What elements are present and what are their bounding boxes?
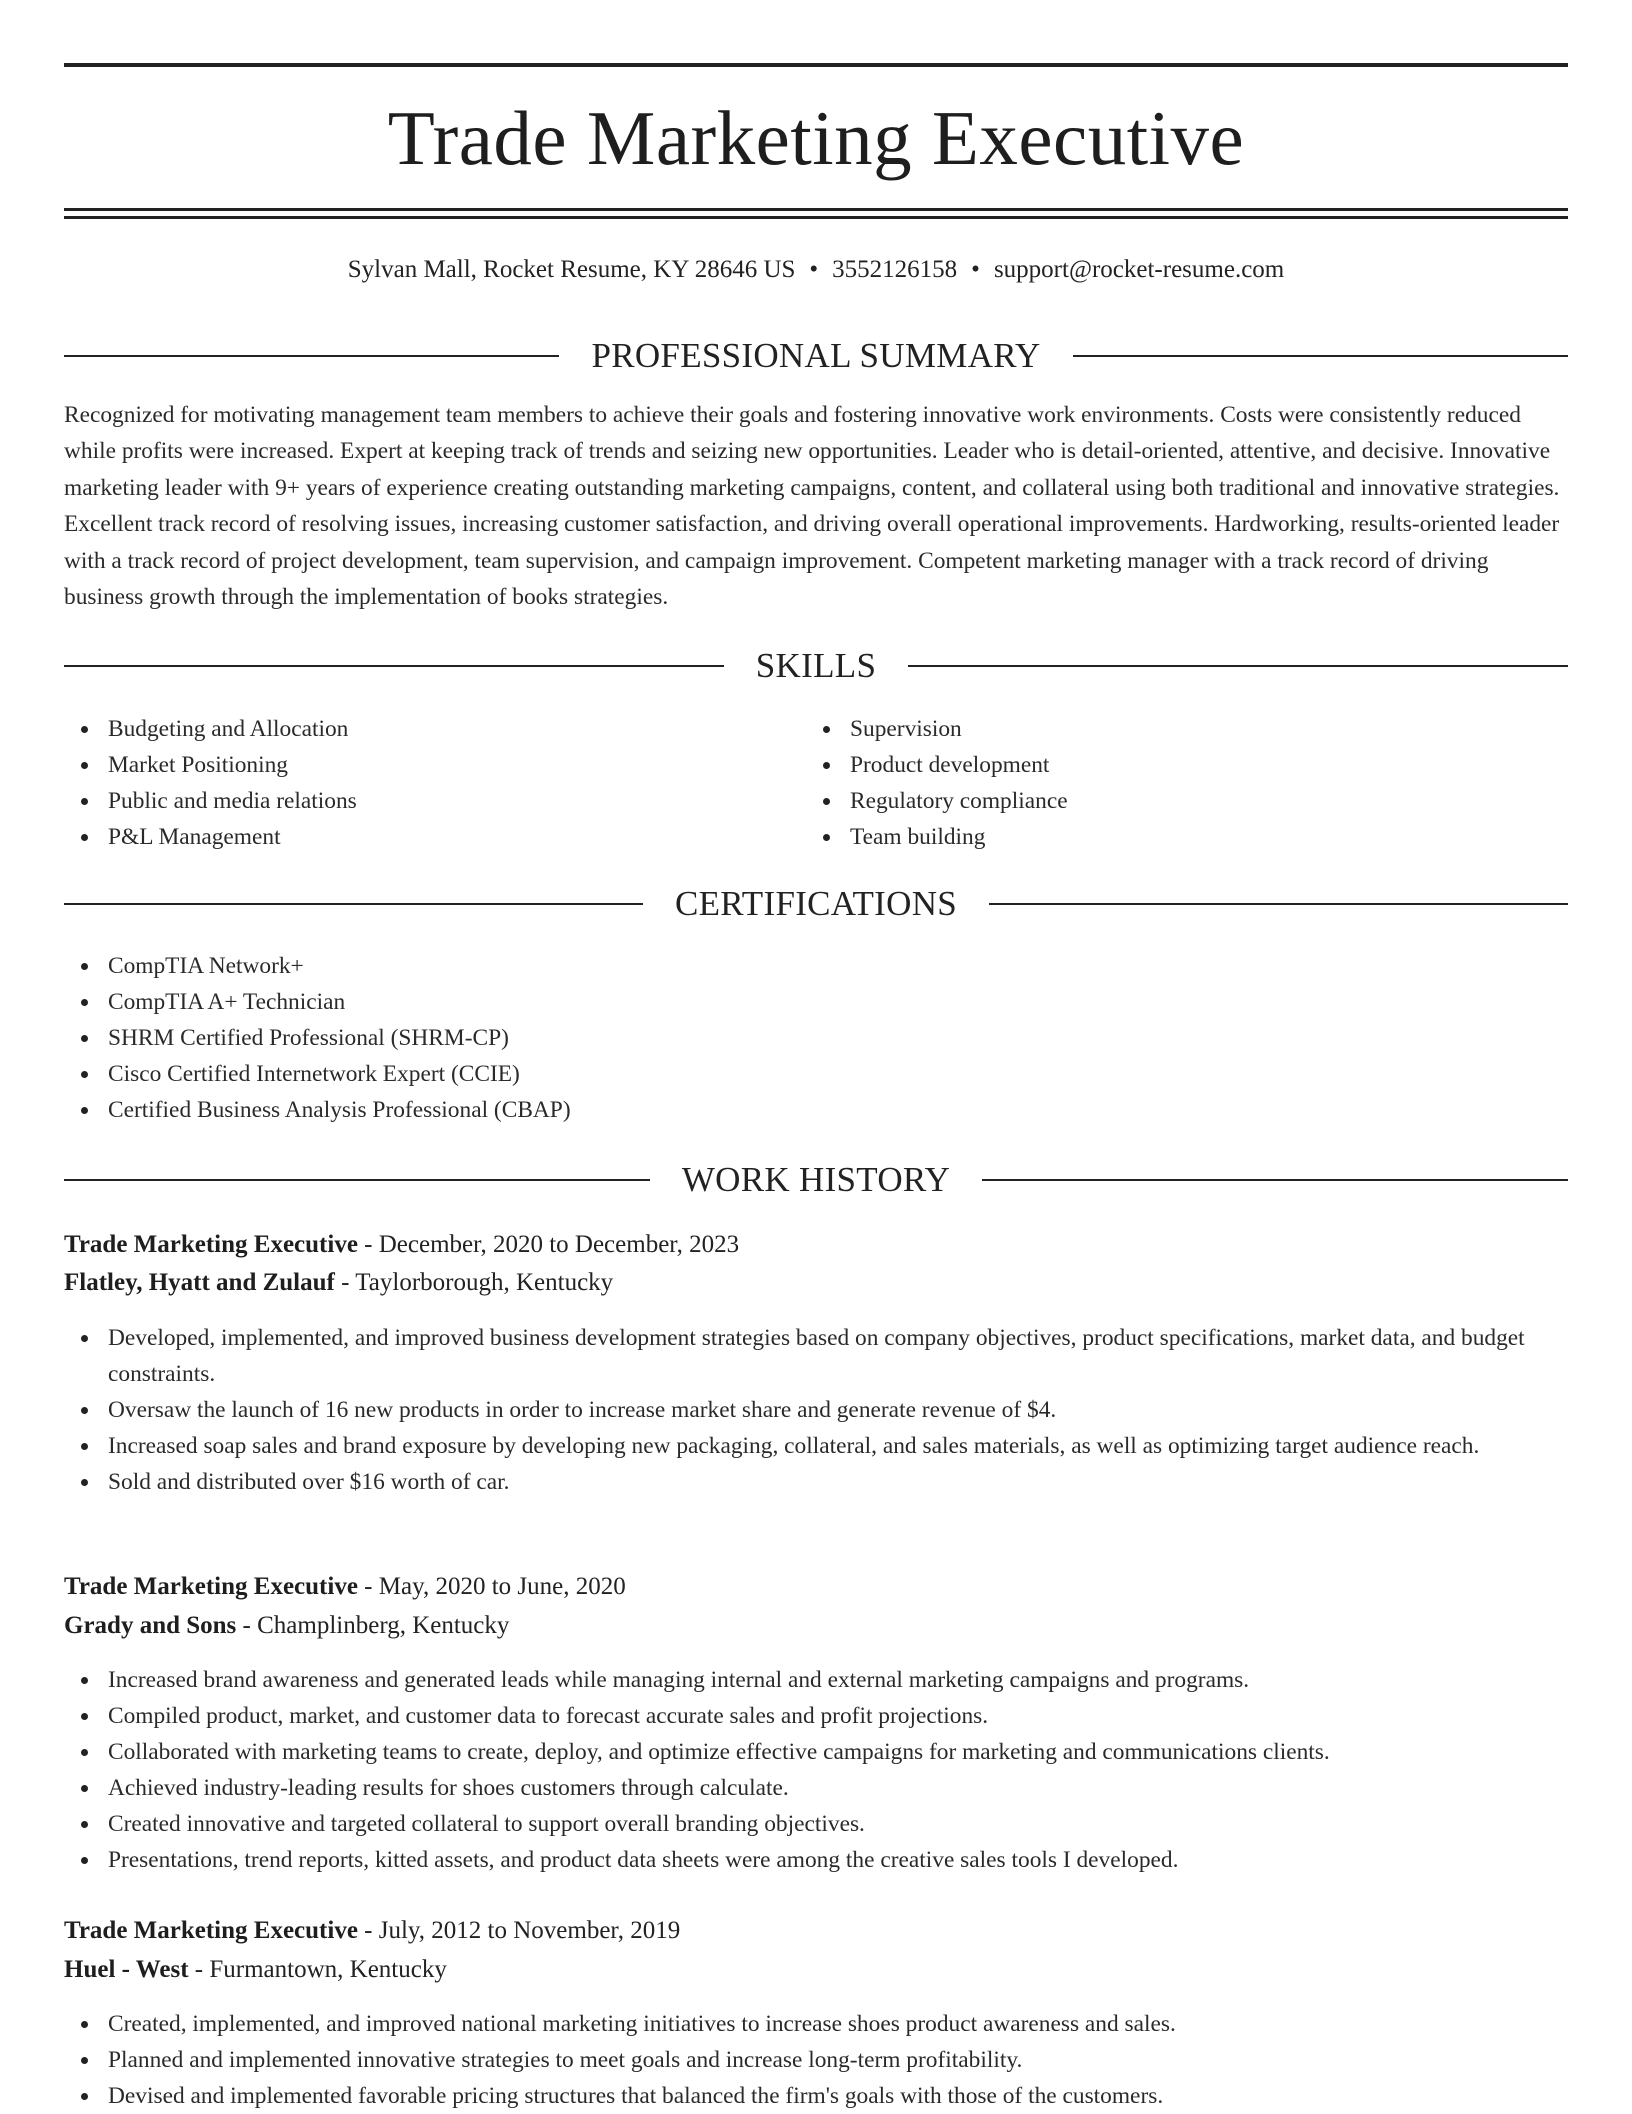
skill-item: Team building bbox=[806, 819, 1546, 855]
skill-item: Regulatory compliance bbox=[806, 783, 1546, 819]
work-history-title: WORK HISTORY bbox=[681, 1160, 951, 1199]
job-dates: - December, 2020 to December, 2023 bbox=[357, 1231, 740, 1258]
skill-item: Budgeting and Allocation bbox=[64, 711, 804, 747]
job-bullet: Presentations, trend reports, kitted assets, and product data sheets were among the creative sales tools I developed. bbox=[64, 1842, 1568, 1878]
job-location: - Champlinberg, Kentucky bbox=[236, 1612, 510, 1639]
contact-address: Sylvan Mall, Rocket Resume, KY 28646 US bbox=[347, 256, 796, 283]
job-company: Huel - West bbox=[64, 1956, 189, 1983]
job-location: - Taylorborough, Kentucky bbox=[334, 1269, 614, 1296]
job-dates: - July, 2012 to November, 2019 bbox=[357, 1917, 681, 1944]
certifications-title: CERTIFICATIONS bbox=[674, 884, 958, 923]
job-bullets bbox=[64, 1320, 1568, 1500]
skill-item: Market Positioning bbox=[64, 747, 804, 783]
job-dates: - May, 2020 to June, 2020 bbox=[357, 1573, 626, 1600]
job-bullet: Collaborated with marketing teams to create, deploy, and optimize effective campaigns for marketing and communications clients. bbox=[64, 1734, 1568, 1770]
job-bullets bbox=[64, 1662, 1568, 1878]
job-bullet: Achieved industry-leading results for shoes customers through calculate. bbox=[64, 1770, 1568, 1806]
contact-line bbox=[64, 252, 1568, 288]
certifications-heading bbox=[64, 882, 1568, 926]
work-history-heading bbox=[64, 1158, 1568, 1202]
skills-title: SKILLS bbox=[755, 646, 877, 685]
skills-heading bbox=[64, 644, 1568, 688]
heading-rule bbox=[64, 665, 724, 667]
skill-item: Product development bbox=[806, 747, 1546, 783]
certification-item: SHRM Certified Professional (SHRM-CP) bbox=[64, 1020, 1568, 1056]
header-top-rule bbox=[64, 63, 1568, 67]
job-bullet: Devised and implemented favorable pricing structures that balanced the firm's goals with those of the customers. bbox=[64, 2078, 1568, 2114]
job-bullet: Created innovative and targeted collateral to support overall branding objectives. bbox=[64, 1806, 1568, 1842]
summary-title: PROFESSIONAL SUMMARY bbox=[591, 336, 1041, 375]
job-bullet: Planned and implemented innovative strategies to meet goals and increase long-term profitability. bbox=[64, 2042, 1568, 2078]
job-role: Trade Marketing Executive bbox=[64, 1573, 358, 1600]
skill-item: Public and media relations bbox=[64, 783, 804, 819]
job-company-line bbox=[64, 1264, 1568, 1302]
contact-email[interactable]: support@rocket-resume.com bbox=[993, 256, 1285, 283]
header-double-rule-upper bbox=[64, 208, 1568, 211]
certification-item: CompTIA A+ Technician bbox=[64, 984, 1568, 1020]
job-bullet: Compiled product, market, and customer data to forecast accurate sales and profit projections. bbox=[64, 1698, 1568, 1734]
heading-rule bbox=[64, 1179, 650, 1181]
job-title-line bbox=[64, 1226, 1568, 1264]
certification-item: CompTIA Network+ bbox=[64, 948, 1568, 984]
contact-phone: 3552126158 bbox=[832, 256, 958, 283]
summary-text: Recognized for motivating management team members to achieve their goals and fostering innovative work environments. Costs were consistently reduced while profits were increased. Expert at keeping track of trends and seizing new opportunities. Leader who is detail-oriented, attentive, and decisive. Innovative marketing leader with 9+ years of experience creating outstanding marketing campaigns, content, and collateral using both traditional and innovative strategies. Excellent track record of resolving issues, increasing customer satisfaction, and driving overall operational improvements. Hardworking, results-oriented leader with a track record of project development, team supervision, and campaign improvement. Competent marketing manager with a track record of driving business growth through the implementation of books strategies. bbox=[64, 402, 1560, 611]
resume-title: Trade Marketing Executive bbox=[387, 95, 1245, 181]
job-bullet: Created, implemented, and improved national marketing initiatives to increase shoes product awareness and sales. bbox=[64, 2006, 1568, 2042]
heading-rule bbox=[982, 1179, 1568, 1181]
job-title-line bbox=[64, 1912, 1568, 1950]
job-company: Flatley, Hyatt and Zulauf bbox=[64, 1269, 335, 1296]
job-bullet: Increased brand awareness and generated leads while managing internal and external marketing campaigns and programs. bbox=[64, 1662, 1568, 1698]
contact-separator: • bbox=[809, 256, 819, 283]
job-bullets bbox=[64, 2006, 1568, 2114]
job-bullet: Increased soap sales and brand exposure by developing new packaging, collateral, and sales materials, as well as optimizing target audience reach. bbox=[64, 1428, 1568, 1464]
heading-rule bbox=[64, 903, 643, 905]
heading-rule bbox=[1073, 355, 1568, 357]
certifications-list bbox=[64, 948, 1568, 1128]
job-bullet: Developed, implemented, and improved business development strategies based on company objectives, product specifications, market data, and budget constraints. bbox=[64, 1320, 1568, 1392]
skills-list-right bbox=[806, 711, 1546, 855]
job-role: Trade Marketing Executive bbox=[64, 1231, 358, 1258]
job-bullet: Oversaw the launch of 16 new products in order to increase market share and generate revenue of $4. bbox=[64, 1392, 1568, 1428]
job-role: Trade Marketing Executive bbox=[64, 1917, 358, 1944]
skill-item: Supervision bbox=[806, 711, 1546, 747]
heading-rule bbox=[989, 903, 1568, 905]
job-bullet: Sold and distributed over $16 worth of car. bbox=[64, 1464, 1568, 1500]
certification-item: Cisco Certified Internetwork Expert (CCIE) bbox=[64, 1056, 1568, 1092]
job-location: - Furmantown, Kentucky bbox=[188, 1956, 447, 1983]
job-company-line bbox=[64, 1951, 1568, 1989]
summary-heading bbox=[64, 334, 1568, 378]
header-double-rule-lower bbox=[64, 216, 1568, 219]
job-company: Grady and Sons bbox=[64, 1612, 237, 1639]
job-title-line bbox=[64, 1568, 1568, 1606]
job-company-line bbox=[64, 1607, 1568, 1645]
skill-item: P&L Management bbox=[64, 819, 804, 855]
heading-rule bbox=[64, 355, 559, 357]
contact-separator: • bbox=[971, 256, 980, 283]
skills-list-left bbox=[64, 711, 804, 855]
certification-item: Certified Business Analysis Professional (CBAP) bbox=[64, 1092, 1568, 1128]
heading-rule bbox=[908, 665, 1568, 667]
